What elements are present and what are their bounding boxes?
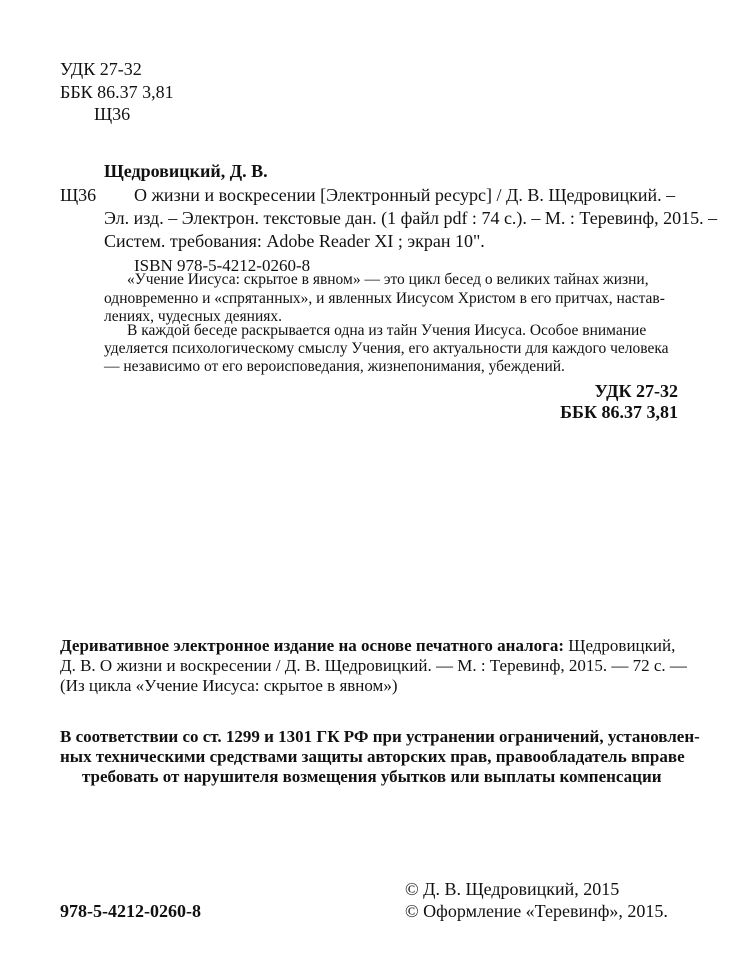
udk-code-right: УДК 27-32: [594, 381, 678, 401]
author-heading: Щедровицкий, Д. В.: [104, 161, 268, 181]
isbn-line: ISBN 978-5-4212-0260-8: [134, 256, 311, 275]
bbk-code: ББК 86.37 3,81: [60, 82, 174, 102]
udk-code: УДК 27-32: [60, 59, 142, 79]
rights-line-3: требовать от нарушителя возмещения убытков или выплаты компенсации: [82, 767, 662, 786]
annotation-1-line-1: «Учение Иисуса: скрытое в явном» — это цикл бесед о великих тайнах жизни,: [127, 271, 649, 288]
copyright-author: © Д. В. Щедровицкий, 2015: [405, 879, 620, 899]
title-line-1: О жизни и воскресении [Электронный ресурс] / Д. В. Щедровицкий. –: [134, 185, 676, 205]
author-mark: Щ36: [94, 104, 131, 124]
annotation-2-line-1: В каждой беседе раскрывается одна из тайн Учения Иисуса. Особое внимание: [127, 322, 647, 339]
title-line-2: Эл. изд. – Электрон. текстовые дан. (1 файл pdf : 74 с.). – М. : Теревинф, 2015. –: [104, 208, 718, 228]
copyright-design: © Оформление «Теревинф», 2015.: [405, 901, 668, 921]
annotation-2-line-3: — независимо от его вероисповедания, жизнепонимания, убеждений.: [104, 358, 565, 375]
derivative-line-2: Д. В. О жизни и воскресении / Д. В. Щедровицкий. — М. : Теревинф, 2015. — 72 с. —: [60, 656, 687, 675]
derivative-line-1-rest: Щедровицкий,: [568, 636, 676, 655]
call-mark: Щ36: [60, 185, 97, 205]
derivative-line-1: [60, 635, 675, 656]
annotation-1-line-3: лениях, чудесных деяниях.: [104, 308, 283, 325]
annotation-2-line-2: уделяется психологическому смыслу Учения, его актуальности для каждого человека: [104, 340, 669, 357]
bbk-code-right: ББК 86.37 3,81: [560, 402, 678, 422]
title-line-3: Систем. требования: Adobe Reader XI ; экран 10".: [104, 231, 485, 251]
rights-line-2: ных техническими средствами защиты авторских прав, правообладатель вправе: [60, 747, 685, 766]
derivative-line-3: (Из цикла «Учение Иисуса: скрытое в явном»): [60, 676, 398, 695]
derivative-lead: Деривативное электронное издание на основе печатного аналога:: [60, 636, 565, 655]
footer-isbn: 978-5-4212-0260-8: [60, 901, 201, 921]
rights-line-1: В соответствии со ст. 1299 и 1301 ГК РФ при устранении ограничений, установлен-: [60, 727, 700, 746]
annotation-1-line-2: одновременно и «спрятанных», и явленных Иисусом Христом в его притчах, настав-: [104, 290, 665, 307]
